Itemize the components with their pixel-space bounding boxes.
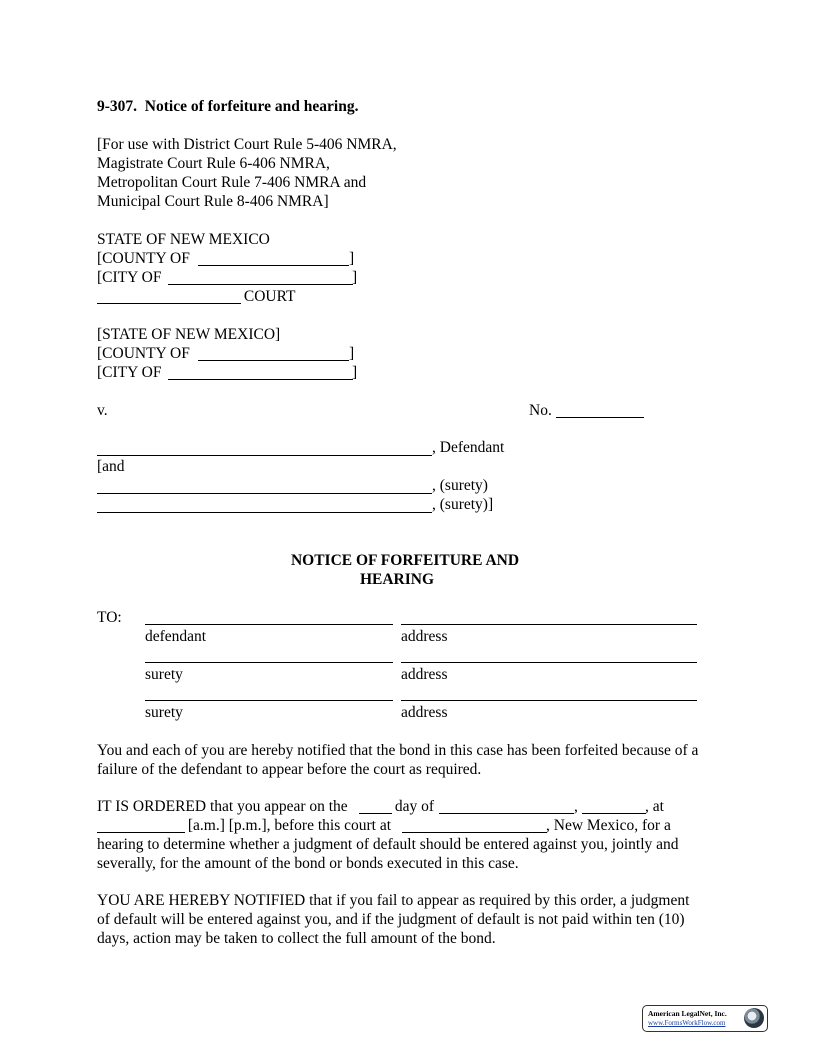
order-text: [a.m.] [p.m.], before this court at bbox=[184, 817, 395, 834]
usage-note-line: Municipal Court Rule 8-406 NMRA] bbox=[97, 193, 329, 210]
surety-label: , (surety)] bbox=[432, 496, 494, 513]
order-text: severally, for the amount of the bond or bonds executed in this case. bbox=[97, 855, 519, 872]
versus-label: v. bbox=[97, 402, 108, 419]
court-blank[interactable] bbox=[97, 303, 241, 304]
city-bracket: ] bbox=[352, 364, 358, 381]
paragraph-line: days, action may be taken to collect the full amount of the bond. bbox=[97, 930, 496, 947]
name-blank[interactable] bbox=[145, 624, 393, 625]
usage-note-line: Metropolitan Court Rule 7-406 NMRA and bbox=[97, 174, 367, 191]
paragraph-line: failure of the defendant to appear before the court as required. bbox=[97, 761, 482, 778]
case-number-label: No. bbox=[529, 402, 556, 419]
county-blank[interactable] bbox=[198, 360, 349, 361]
state-label: [STATE OF NEW MEXICO] bbox=[97, 326, 281, 343]
notice-title-line2: HEARING bbox=[359, 571, 435, 588]
address-caption: address bbox=[401, 704, 448, 721]
order-text: day of bbox=[391, 798, 438, 815]
paragraph-line: YOU ARE HEREBY NOTIFIED that if you fail to appear as required by this order, a judgment bbox=[97, 892, 690, 909]
to-label: TO: bbox=[97, 609, 122, 626]
address-blank[interactable] bbox=[401, 700, 697, 701]
day-blank[interactable] bbox=[359, 813, 392, 814]
month-blank[interactable] bbox=[439, 813, 574, 814]
name-blank[interactable] bbox=[145, 700, 393, 701]
city-label: [CITY OF bbox=[97, 269, 166, 286]
paragraph-line: You and each of you are hereby notified that the bond in this case has been forfeited because of a bbox=[97, 742, 699, 759]
county-label: [COUNTY OF bbox=[97, 250, 194, 267]
usage-note-line: [For use with District Court Rule 5-406 NMRA, bbox=[97, 136, 397, 153]
paragraph-line: of default will be entered against you, and if the judgment of default is not paid within ten (10) bbox=[97, 911, 685, 928]
county-bracket: ] bbox=[349, 250, 355, 267]
address-blank[interactable] bbox=[401, 624, 697, 625]
and-label: [and bbox=[97, 458, 125, 475]
name-blank[interactable] bbox=[145, 662, 393, 663]
order-text: IT IS ORDERED that you appear on the bbox=[97, 798, 352, 815]
surety-label: , (surety) bbox=[432, 477, 488, 494]
company-name: American LegalNet, Inc. bbox=[648, 1009, 727, 1018]
city-blank[interactable] bbox=[168, 284, 353, 285]
order-text: hearing to determine whether a judgment of default should be entered against you, jointly and bbox=[97, 836, 679, 853]
usage-note-line: Magistrate Court Rule 6-406 NMRA, bbox=[97, 155, 330, 172]
county-label: [COUNTY OF bbox=[97, 345, 194, 362]
case-number-blank[interactable] bbox=[556, 417, 644, 418]
globe-icon bbox=[744, 1008, 764, 1028]
city-bracket: ] bbox=[352, 269, 358, 286]
name-caption: surety bbox=[145, 666, 183, 683]
page-title: 9-307. Notice of forfeiture and hearing. bbox=[97, 98, 359, 115]
defendant-label: , Defendant bbox=[432, 439, 505, 456]
year-blank[interactable] bbox=[582, 813, 646, 814]
name-caption: defendant bbox=[145, 628, 207, 645]
state-label: STATE OF NEW MEXICO bbox=[97, 231, 270, 248]
city-label: [CITY OF bbox=[97, 364, 166, 381]
address-blank[interactable] bbox=[401, 662, 697, 663]
publisher-logo bbox=[642, 1005, 768, 1032]
address-caption: address bbox=[401, 666, 448, 683]
address-caption: address bbox=[401, 628, 448, 645]
surety-blank[interactable] bbox=[97, 493, 432, 494]
location-blank[interactable] bbox=[402, 832, 547, 833]
order-text: , New Mexico, for a bbox=[546, 817, 671, 834]
time-blank[interactable] bbox=[97, 832, 185, 833]
city-blank[interactable] bbox=[168, 379, 353, 380]
website-link[interactable]: www.FormsWorkFlow.com bbox=[648, 1019, 726, 1027]
order-text: , at bbox=[645, 798, 664, 815]
county-blank[interactable] bbox=[198, 265, 349, 266]
court-label: COURT bbox=[240, 288, 296, 305]
notice-title-line1: NOTICE OF FORFEITURE AND bbox=[290, 552, 520, 569]
defendant-blank[interactable] bbox=[97, 455, 432, 456]
surety-blank[interactable] bbox=[97, 512, 432, 513]
name-caption: surety bbox=[145, 704, 183, 721]
county-bracket: ] bbox=[349, 345, 355, 362]
order-text: , bbox=[574, 798, 582, 815]
